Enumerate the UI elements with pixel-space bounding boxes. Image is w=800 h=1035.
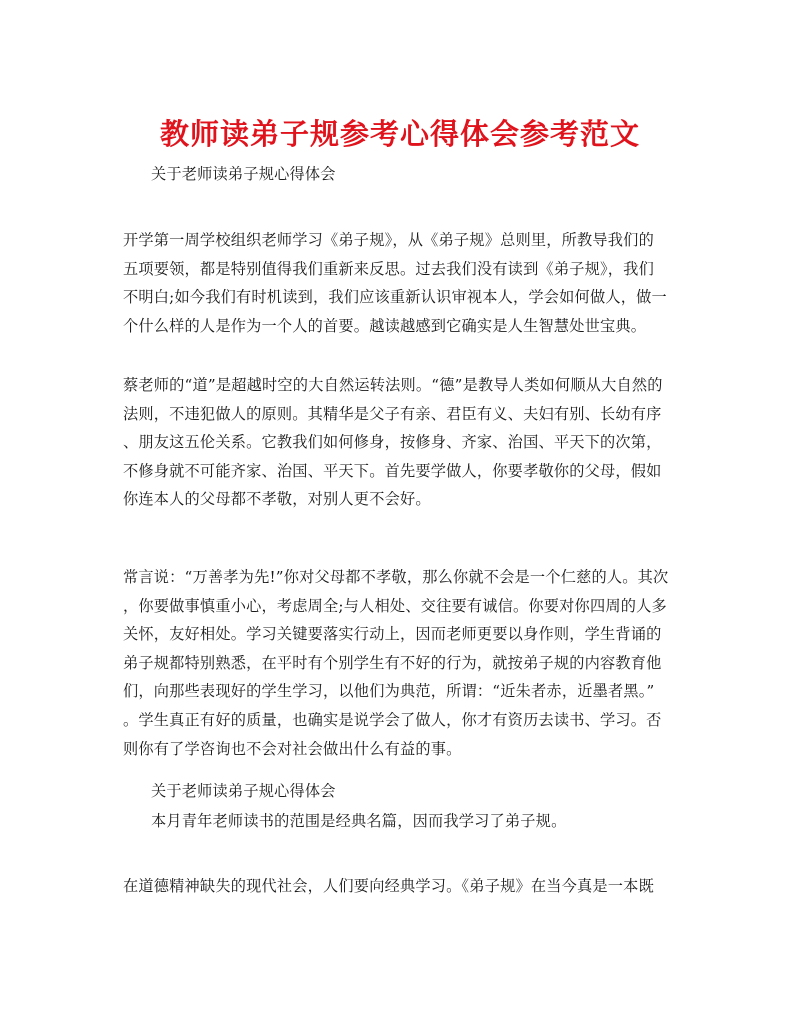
paragraph-3 [123, 563, 683, 763]
paragraph-5 [123, 872, 683, 901]
paragraph-2 [123, 371, 683, 514]
paragraph-1-line: 个什么样的人是作为一个人的首要。越读越感到它确实是人生智慧处世宝典。 [123, 316, 647, 335]
paragraph-2-line: 、朋友这五伦关系。它教我们如何修身，按修身、齐家、治国、平天下的次第， [123, 433, 662, 452]
paragraph-3-line: 弟子规都特别熟悉，在平时有个别学生有不好的行为，就按弟子规的内容教育他 [123, 653, 662, 672]
paragraph-2-line: 蔡老师的“道”是超越时空的大自然运转法则。“德”是教导人类如何顺从大自然的 [123, 376, 663, 394]
paragraph-1 [123, 226, 683, 340]
paragraph-1-line: 五项要领，都是特别值得我们重新来反思。过去我们没有读到《弟子规》，我们 [123, 259, 654, 278]
paragraph-3-line: 则你有了学咨询也不会对社会做出什么有益的事。 [123, 739, 462, 758]
subtitle-2: 关于老师读弟子规心得体会 [151, 782, 336, 800]
paragraph-1-line: 不明白;如今我们有时机读到，我们应该重新认识审视本人，学会如何做人，做一 [123, 288, 667, 307]
paragraph-3-line: 关怀，友好相处。学习关键要落实行动上，因而老师更要以身作则，学生背诵的 [123, 625, 662, 644]
paragraph-2-line: 不修身就不可能齐家、治国、平天下。首先要学做人，你要孝敬你的父母，假如 [123, 461, 662, 480]
paragraph-1-line: 开学第一周学校组织老师学习《弟子规》，从《弟子规》总则里，所教导我们的 [123, 231, 654, 249]
paragraph-4: 本月青年老师读书的范围是经典名篇，因而我学习了弟子规。 [151, 812, 567, 830]
paragraph-3-line: 。学生真正有好的质量，也确实是说学会了做人，你才有资历去读书、学习。否 [123, 710, 662, 729]
document-title: 教师读弟子规参考心得体会参考范文 [159, 117, 640, 151]
paragraph-2-line: 法则，不违犯做人的原则。其精华是父子有亲、君臣有义、夫妇有别、长幼有序 [123, 404, 662, 423]
subtitle-1: 关于老师读弟子规心得体会 [151, 165, 336, 183]
paragraph-3-line: 们，向那些表现好的学生学习，以他们为典范，所谓：“近朱者赤，近墨者黑。” [123, 682, 655, 701]
paragraph-2-line: 你连本人的父母都不孝敬，对别人更不会好。 [123, 490, 431, 509]
paragraph-5-line: 在道德精神缺失的现代社会，人们要向经典学习。《弟子规》在当今真是一本既 [123, 877, 654, 895]
paragraph-3-line: ，你要做事慎重小心，考虑周全;与人相处、交往要有诚信。你要对你四周的人多 [123, 596, 667, 615]
paragraph-3-line: 常言说：“万善孝为先!”你对父母都不孝敬，那么你就不会是一个仁慈的人。其次 [123, 568, 669, 586]
